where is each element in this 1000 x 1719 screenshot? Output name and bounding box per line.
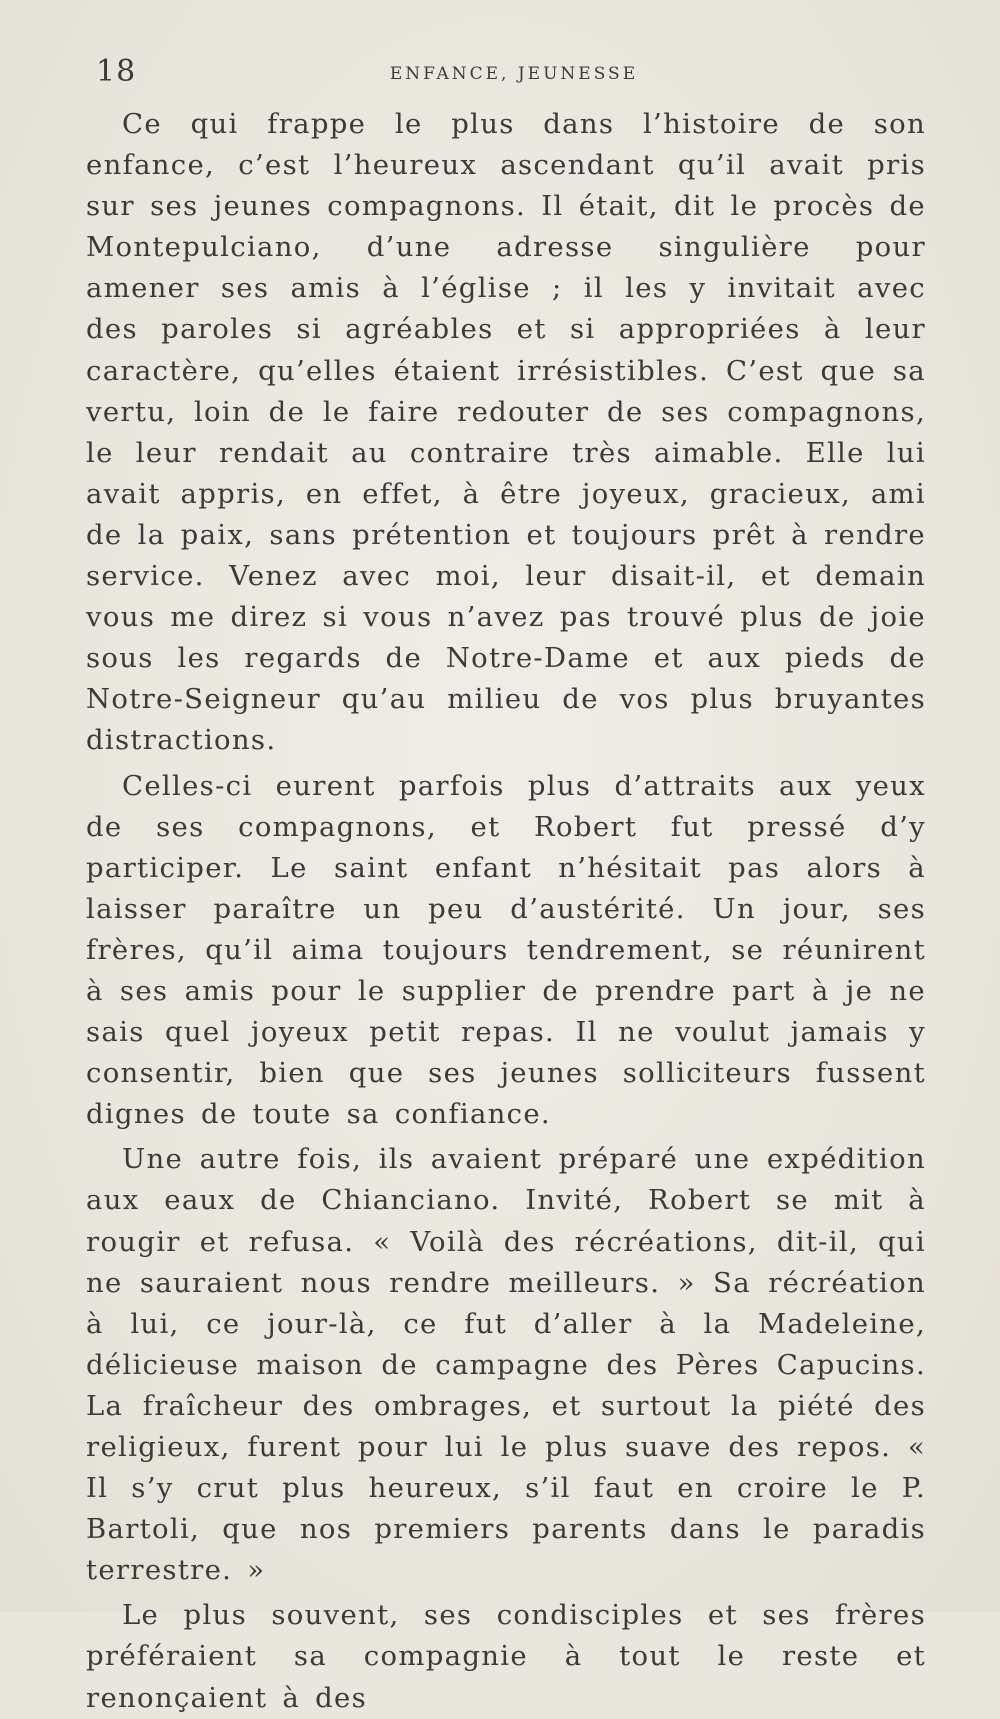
paragraph: Celles-ci eurent parfois plus d’attraits aux yeux de ses compagnons, et Robert fut pressé d’y participer. Le saint enfant n’hésitait pas alors à laisser paraître un peu d’austérité. Un jour, ses frères, qu’il aima toujours tendrement, se réunirent à ses amis pour le supplier de prendre part à je ne sais quel joyeux petit repas. Il ne voulut jamais y consentir, bien que ses jeunes solliciteurs fussent dignes de toute sa confiance.: [86, 769, 926, 1131]
body-text: [86, 104, 926, 1719]
page-number: 18: [96, 54, 137, 89]
paragraph: Le plus souvent, ses condisciples et ses frères préféraient sa compagnie à tout le reste et renonçaient à des: [86, 1599, 926, 1714]
running-head: ENFANCE, JEUNESSE: [389, 64, 639, 84]
page-header: [96, 48, 932, 88]
paragraph: Ce qui frappe le plus dans l’histoire de son enfance, c’est l’heureux ascendant qu’il avait pris sur ses jeunes compagnons. Il était, dit le procès de Montepulciano, d’une adresse singulière pour amener ses amis à l’église ; il les y invitait avec des paroles si agréables et si appropriées à leur caractère, qu’elles étaient irrésistibles. C’est que sa vertu, loin de le faire redouter de ses compagnons, le leur rendait au contraire très aimable. Elle lui avait appris, en effet, à être joyeux, gracieux, ami de la paix, sans prétention et toujours prêt à rendre service. Venez avec moi, leur disait-il, et demain vous me direz si vous n’avez pas trouvé plus de joie sous les regards de Notre-Dame et aux pieds de Notre-Seigneur qu’au milieu de vos plus bruyantes distractions.: [86, 108, 926, 757]
paragraph: Une autre fois, ils avaient préparé une expédition aux eaux de Chianciano. Invité, Robert se mit à rougir et refusa. « Voilà des récréations, dit-il, qui ne sauraient nous rendre meilleurs. » Sa récréation à lui, ce jour-là, ce fut d’aller à la Madeleine, délicieuse maison de campagne des Pères Capucins. La fraîcheur des ombrages, et surtout la piété des religieux, furent pour lui le plus suave des repos. « Il s’y crut plus heureux, s’il faut en croire le P. Bartoli, que nos premiers parents dans le paradis terrestre. »: [86, 1143, 926, 1587]
